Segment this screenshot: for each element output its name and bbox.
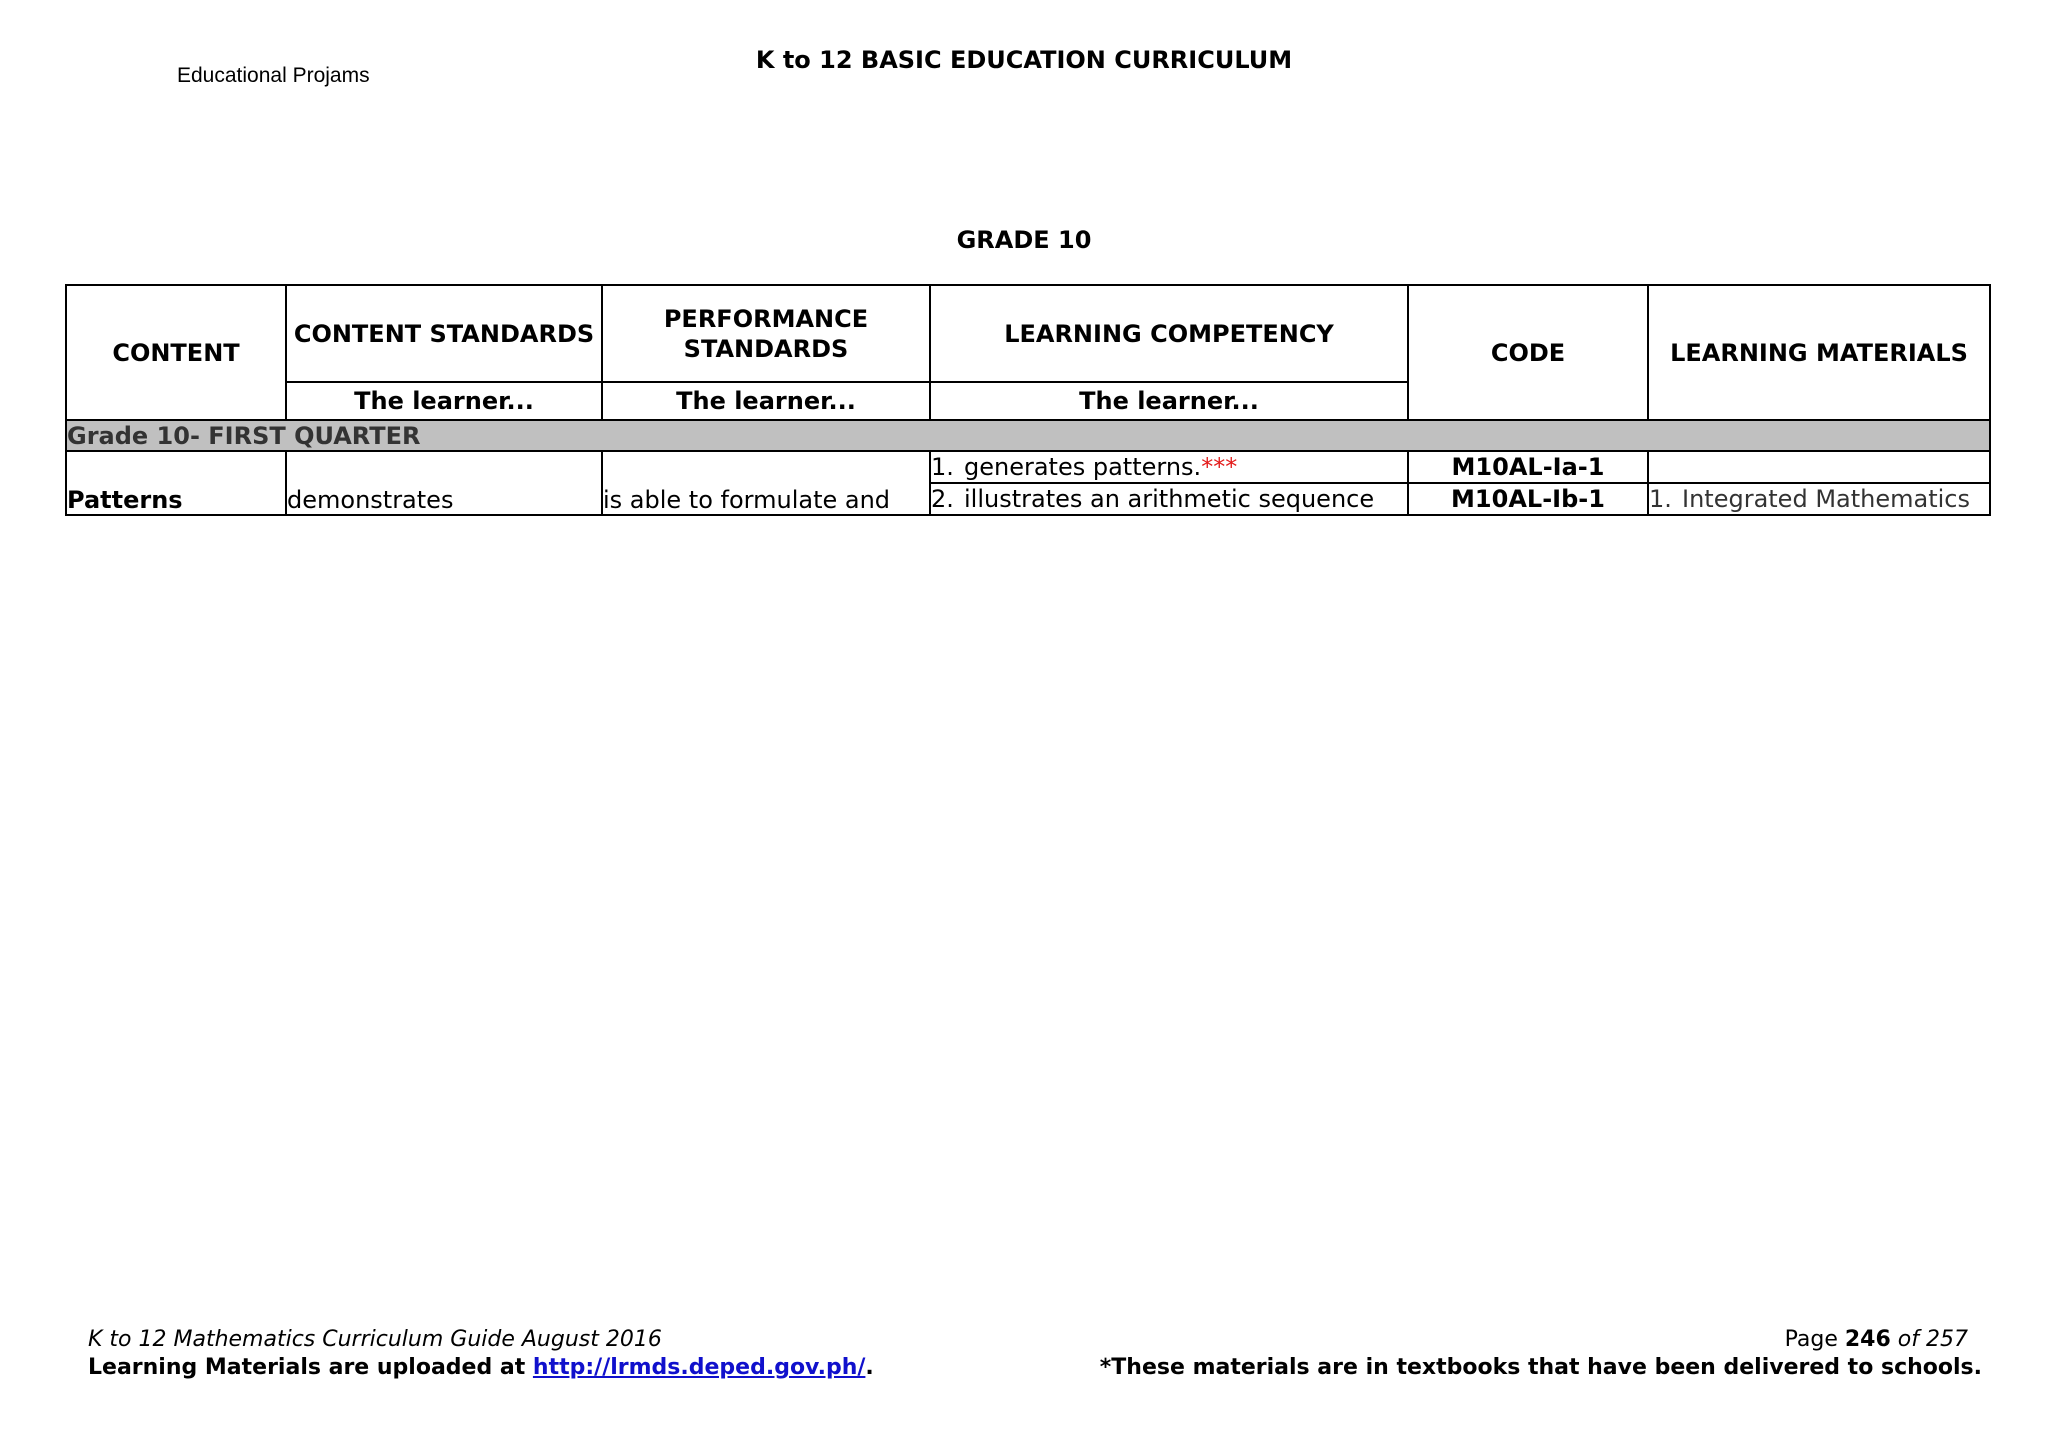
table-header-row bbox=[66, 285, 1990, 382]
column-header-learning-competency: LEARNING COMPETENCY bbox=[930, 285, 1408, 382]
competency-text: illustrates an arithmetic sequence bbox=[964, 485, 1375, 513]
code-cell: M10AL-Ia-1 bbox=[1408, 451, 1648, 483]
table-row bbox=[66, 451, 1990, 483]
quarter-label: Grade 10- FIRST QUARTER bbox=[66, 420, 1990, 451]
top-left-label: Educational Projams bbox=[177, 64, 370, 87]
lrmds-link[interactable]: http://lrmds.deped.gov.ph/ bbox=[532, 1355, 866, 1380]
delivery-note: *These materials are in textbooks that have been delivered to schools. bbox=[1099, 1355, 1982, 1380]
column-header-performance-standards bbox=[602, 285, 930, 382]
material-text: Integrated Mathematics bbox=[1682, 485, 1970, 513]
column-header-content: CONTENT bbox=[66, 285, 286, 420]
document-title: K to 12 BASIC EDUCATION CURRICULUM bbox=[755, 46, 1293, 74]
uploaded-suffix: . bbox=[865, 1355, 874, 1380]
uploaded-line bbox=[88, 1354, 874, 1382]
column-header-learning-materials: LEARNING MATERIALS bbox=[1648, 285, 1990, 420]
performance-standards-line2: STANDARDS bbox=[683, 334, 849, 363]
materials-cell bbox=[1648, 483, 1990, 515]
competency-cell bbox=[930, 451, 1408, 483]
performance-standards-line1: PERFORMANCE bbox=[663, 304, 869, 333]
subheader-content-standards: The learner... bbox=[286, 382, 602, 420]
curriculum-guide-label: K to 12 Mathematics Curriculum Guide August 2016 bbox=[88, 1327, 662, 1352]
materials-cell bbox=[1648, 451, 1990, 483]
competency-text: generates patterns. bbox=[964, 453, 1202, 481]
performance-standard-cell: is able to formulate and bbox=[602, 451, 930, 515]
competency-cell bbox=[930, 483, 1408, 515]
uploaded-prefix: Learning Materials are uploaded at bbox=[88, 1355, 526, 1380]
competency-marker: *** bbox=[1201, 453, 1238, 481]
page-label: Page bbox=[1784, 1327, 1838, 1352]
quarter-row bbox=[66, 420, 1990, 451]
material-number: 1. bbox=[1649, 485, 1672, 513]
competency-number: 1. bbox=[931, 453, 954, 481]
subheader-learning-competency: The learner... bbox=[930, 382, 1408, 420]
column-header-code: CODE bbox=[1408, 285, 1648, 420]
footer-left bbox=[88, 1326, 874, 1382]
grade-title: GRADE 10 bbox=[956, 226, 1092, 254]
competency-number: 2. bbox=[931, 485, 954, 513]
page-number: 246 bbox=[1844, 1327, 1891, 1352]
footer-right bbox=[1100, 1326, 1982, 1382]
content-cell: Patterns bbox=[66, 451, 286, 515]
content-standard-cell: demonstrates bbox=[286, 451, 602, 515]
page-total: of 257 bbox=[1897, 1327, 1968, 1352]
page-indicator bbox=[1100, 1326, 1982, 1354]
subheader-performance-standards: The learner... bbox=[602, 382, 930, 420]
code-cell: M10AL-Ib-1 bbox=[1408, 483, 1648, 515]
curriculum-table bbox=[65, 284, 1991, 516]
column-header-content-standards: CONTENT STANDARDS bbox=[286, 285, 602, 382]
